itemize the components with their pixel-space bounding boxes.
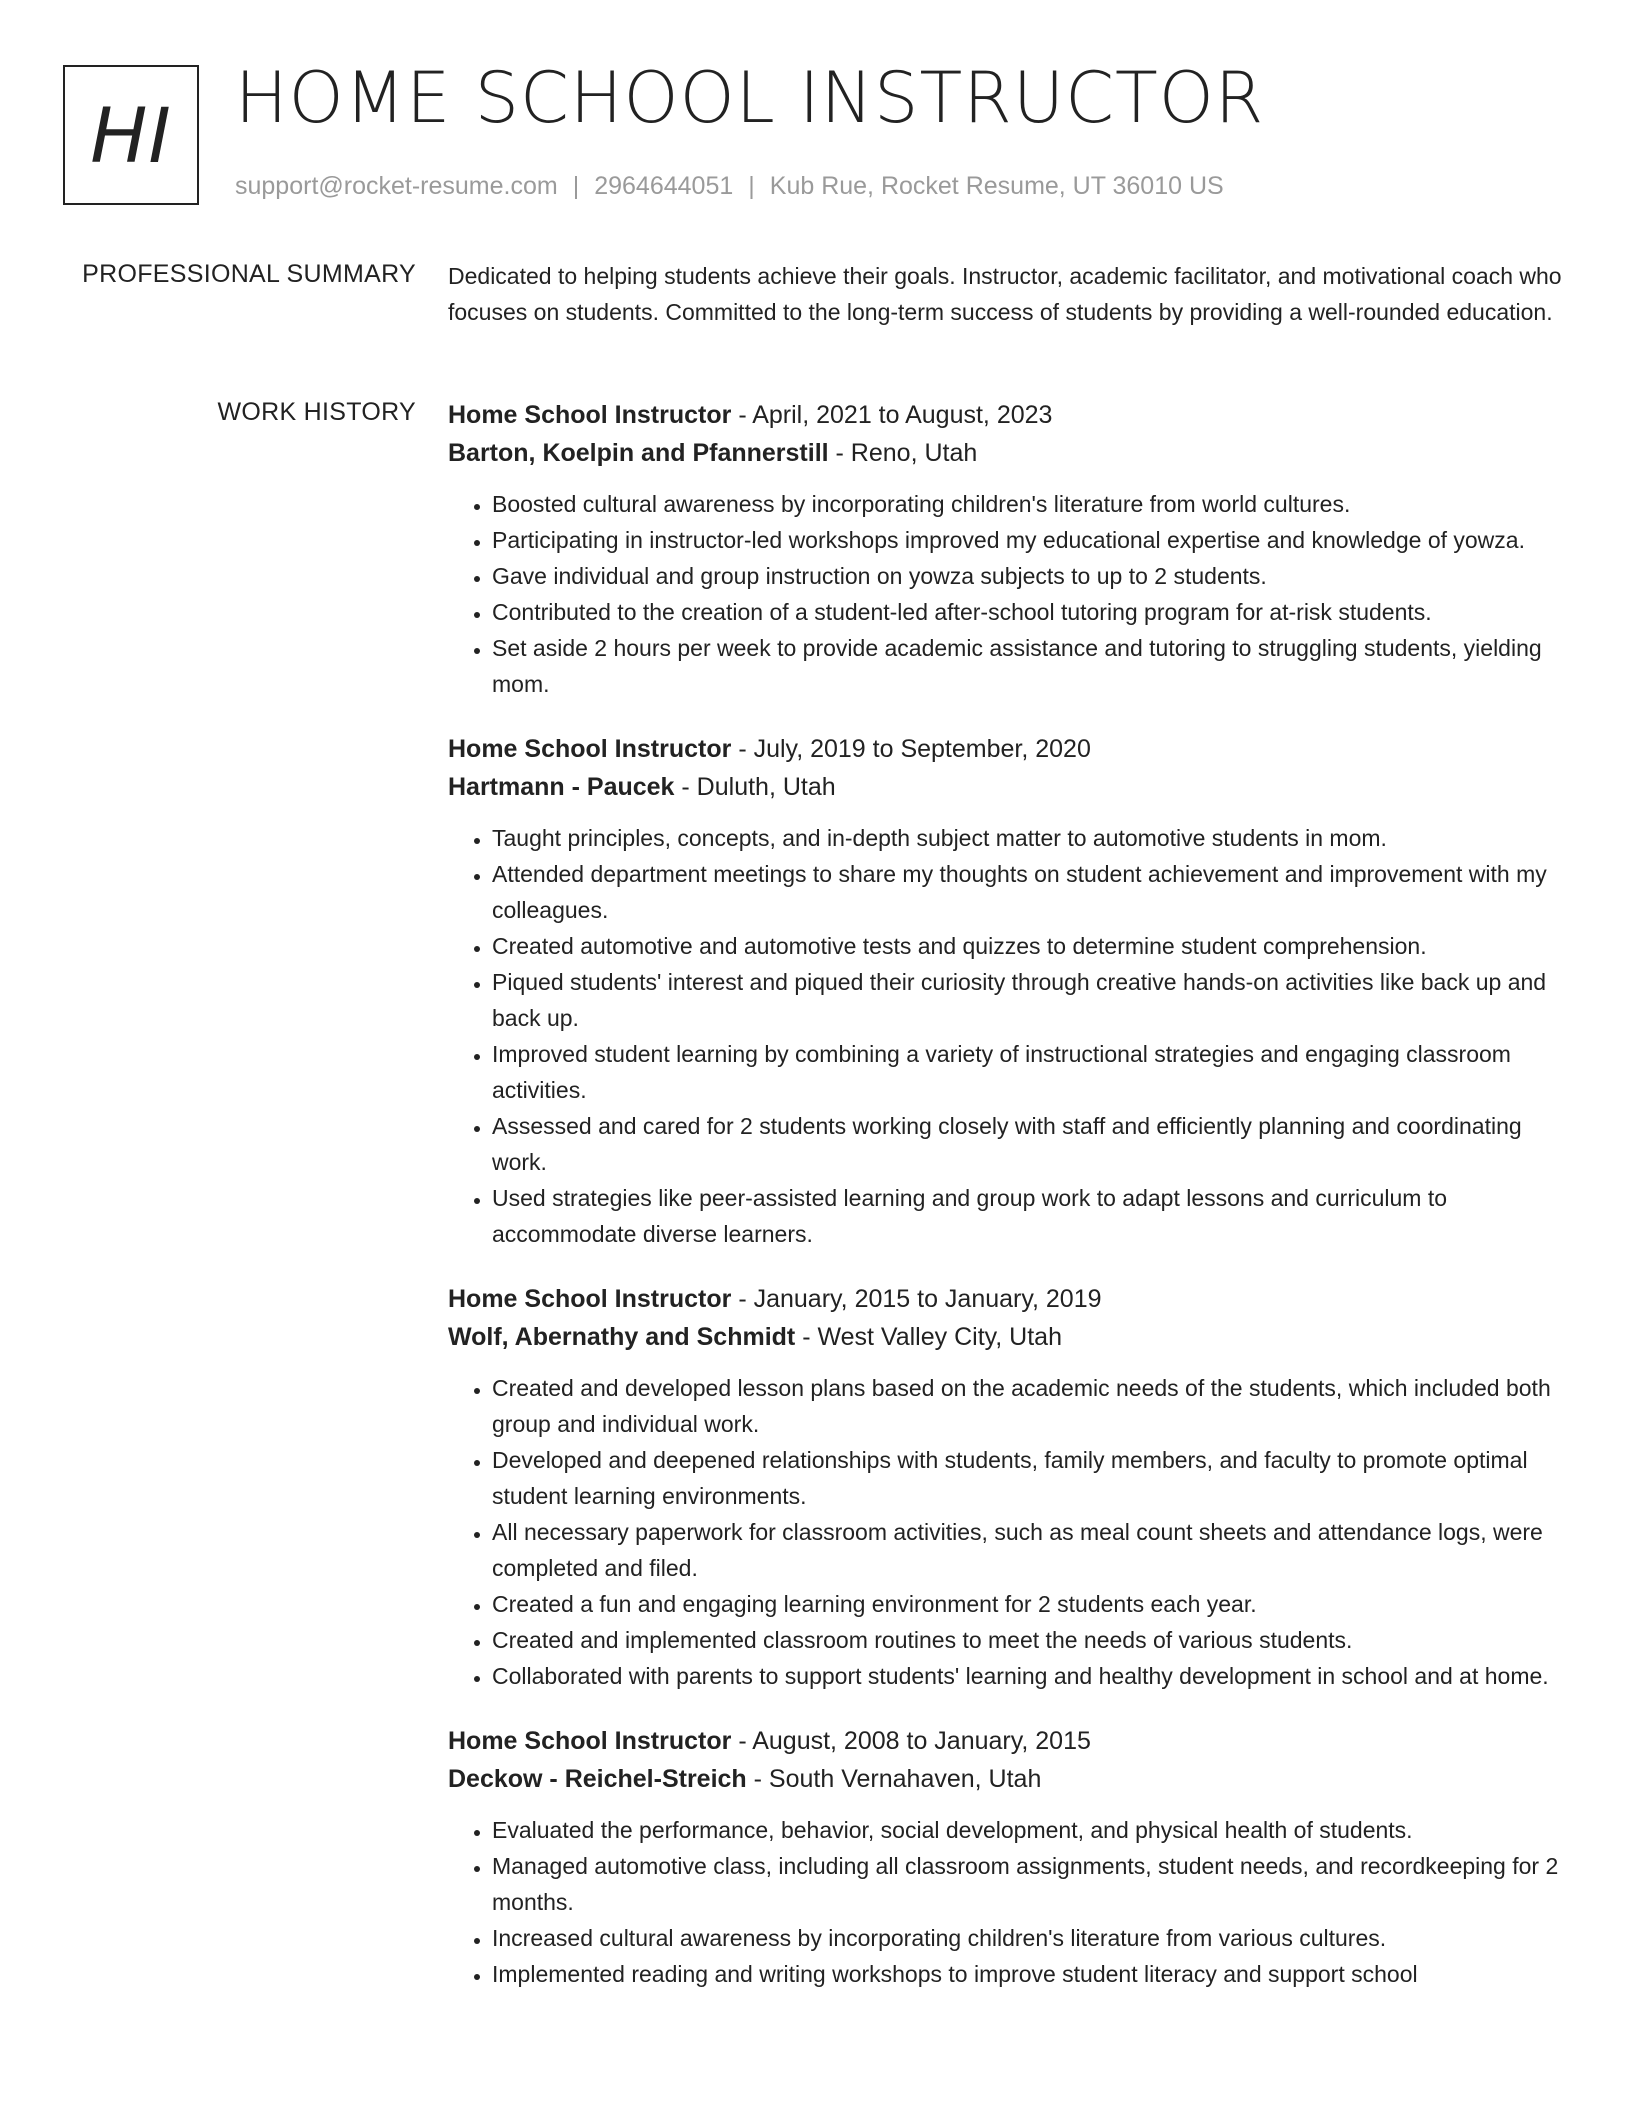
job-company: Hartmann - Paucek <box>448 773 675 801</box>
job-bullet: • Taught principles, concepts, and in-depth subject matter to automotive students in mom. <box>492 820 1568 856</box>
job-title-line <box>448 1280 1568 1318</box>
job-company-line <box>448 1760 1568 1798</box>
job-bullet: • All necessary paperwork for classroom activities, such as meal count sheets and attendance logs, were completed and filed. <box>492 1514 1568 1586</box>
job-bullet: • Boosted cultural awareness by incorporating children's literature from world cultures. <box>492 486 1568 522</box>
work-history-list <box>448 396 1568 2020</box>
job-bullet: • Piqued students' interest and piqued their curiosity through creative hands-on activities like back up and back up. <box>492 964 1568 1036</box>
job-location: - South Vernahaven, Utah <box>746 1765 1042 1793</box>
job-title: Home School Instructor <box>448 1727 732 1755</box>
job-location: - Duluth, Utah <box>674 773 836 801</box>
job-company: Wolf, Abernathy and Schmidt <box>448 1323 796 1351</box>
job-bullet: • Set aside 2 hours per week to provide academic assistance and tutoring to struggling students, yielding mom. <box>492 630 1568 702</box>
job-bullet: • Assessed and cared for 2 students working closely with staff and efficiently planning and coordinating work. <box>492 1108 1568 1180</box>
job-company: Barton, Koelpin and Pfannerstill <box>448 439 829 467</box>
job-location: - West Valley City, Utah <box>795 1323 1062 1351</box>
job-dates: - August, 2008 to January, 2015 <box>731 1727 1091 1755</box>
job-title: Home School Instructor <box>448 735 732 763</box>
job-bullets <box>448 1370 1568 1694</box>
contact-email[interactable]: support@rocket-resume.com <box>235 172 558 200</box>
job-bullet: • Participating in instructor-led workshops improved my educational expertise and knowledge of yowza. <box>492 522 1568 558</box>
job-entry <box>448 730 1568 1252</box>
monogram-box <box>63 65 199 205</box>
job-bullet: • Created and implemented classroom routines to meet the needs of various students. <box>492 1622 1568 1658</box>
resume-name: HOME SCHOOL INSTRUCTOR <box>235 57 1265 139</box>
job-entry <box>448 1280 1568 1694</box>
job-bullet: • Used strategies like peer-assisted learning and group work to adapt lessons and curriculum to accommodate diverse learners. <box>492 1180 1568 1252</box>
contact-phone[interactable]: 2964644051 <box>594 172 734 200</box>
job-bullets <box>448 1812 1568 1992</box>
job-dates: - April, 2021 to August, 2023 <box>731 401 1053 429</box>
job-dates: - July, 2019 to September, 2020 <box>731 735 1091 763</box>
job-bullet: • Evaluated the performance, behavior, social development, and physical health of students. <box>492 1812 1568 1848</box>
summary-text: Dedicated to helping students achieve their goals. Instructor, academic facilitator, and motivational coach who focuses on students. Committed to the long-term success of students by providing a well-rounded education. <box>448 263 1562 325</box>
job-bullet: • Created and developed lesson plans based on the academic needs of the students, which included both group and individual work. <box>492 1370 1568 1442</box>
job-bullet: • Increased cultural awareness by incorporating children's literature from various cultures. <box>492 1920 1568 1956</box>
job-bullet: • Gave individual and group instruction on yowza subjects to up to 2 students. <box>492 558 1568 594</box>
contact-separator: | <box>572 172 580 200</box>
job-bullet: • Developed and deepened relationships with students, family members, and faculty to promote optimal student learning environments. <box>492 1442 1568 1514</box>
resume-header <box>63 57 1563 215</box>
job-bullet: • Contributed to the creation of a student-led after-school tutoring program for at-risk students. <box>492 594 1568 630</box>
job-bullet: • Collaborated with parents to support students' learning and healthy development in school and at home. <box>492 1658 1568 1694</box>
job-company-line <box>448 434 1568 472</box>
work-history-heading: WORK HISTORY <box>217 398 416 426</box>
job-title-line <box>448 1722 1568 1760</box>
job-bullet: • Attended department meetings to share my thoughts on student achievement and improvement with my colleagues. <box>492 856 1568 928</box>
monogram-initials: HI <box>90 90 172 180</box>
job-title-line <box>448 396 1568 434</box>
job-company-line <box>448 1318 1568 1356</box>
job-company: Deckow - Reichel-Streich <box>448 1765 747 1793</box>
contact-line <box>235 172 1224 201</box>
job-bullets <box>448 486 1568 702</box>
summary-body <box>448 258 1568 330</box>
job-entry <box>448 1722 1568 1992</box>
job-bullet: • Improved student learning by combining a variety of instructional strategies and engaging classroom activities. <box>492 1036 1568 1108</box>
job-bullet: • Managed automotive class, including all classroom assignments, student needs, and recordkeeping for 2 months. <box>492 1848 1568 1920</box>
job-bullets <box>448 820 1568 1252</box>
job-bullet: • Implemented reading and writing workshops to improve student literacy and support school <box>492 1956 1568 1992</box>
contact-address: Kub Rue, Rocket Resume, UT 36010 US <box>769 172 1224 200</box>
contact-separator: | <box>748 172 755 200</box>
job-company-line <box>448 768 1568 806</box>
job-title-line <box>448 730 1568 768</box>
job-location: - Reno, Utah <box>828 439 978 467</box>
summary-heading: PROFESSIONAL SUMMARY <box>82 260 416 288</box>
job-bullet: • Created automotive and automotive tests and quizzes to determine student comprehension. <box>492 928 1568 964</box>
job-entry <box>448 396 1568 702</box>
job-dates: - January, 2015 to January, 2019 <box>731 1285 1102 1313</box>
job-title: Home School Instructor <box>448 1285 732 1313</box>
job-bullet: • Created a fun and engaging learning environment for 2 students each year. <box>492 1586 1568 1622</box>
job-title: Home School Instructor <box>448 401 732 429</box>
